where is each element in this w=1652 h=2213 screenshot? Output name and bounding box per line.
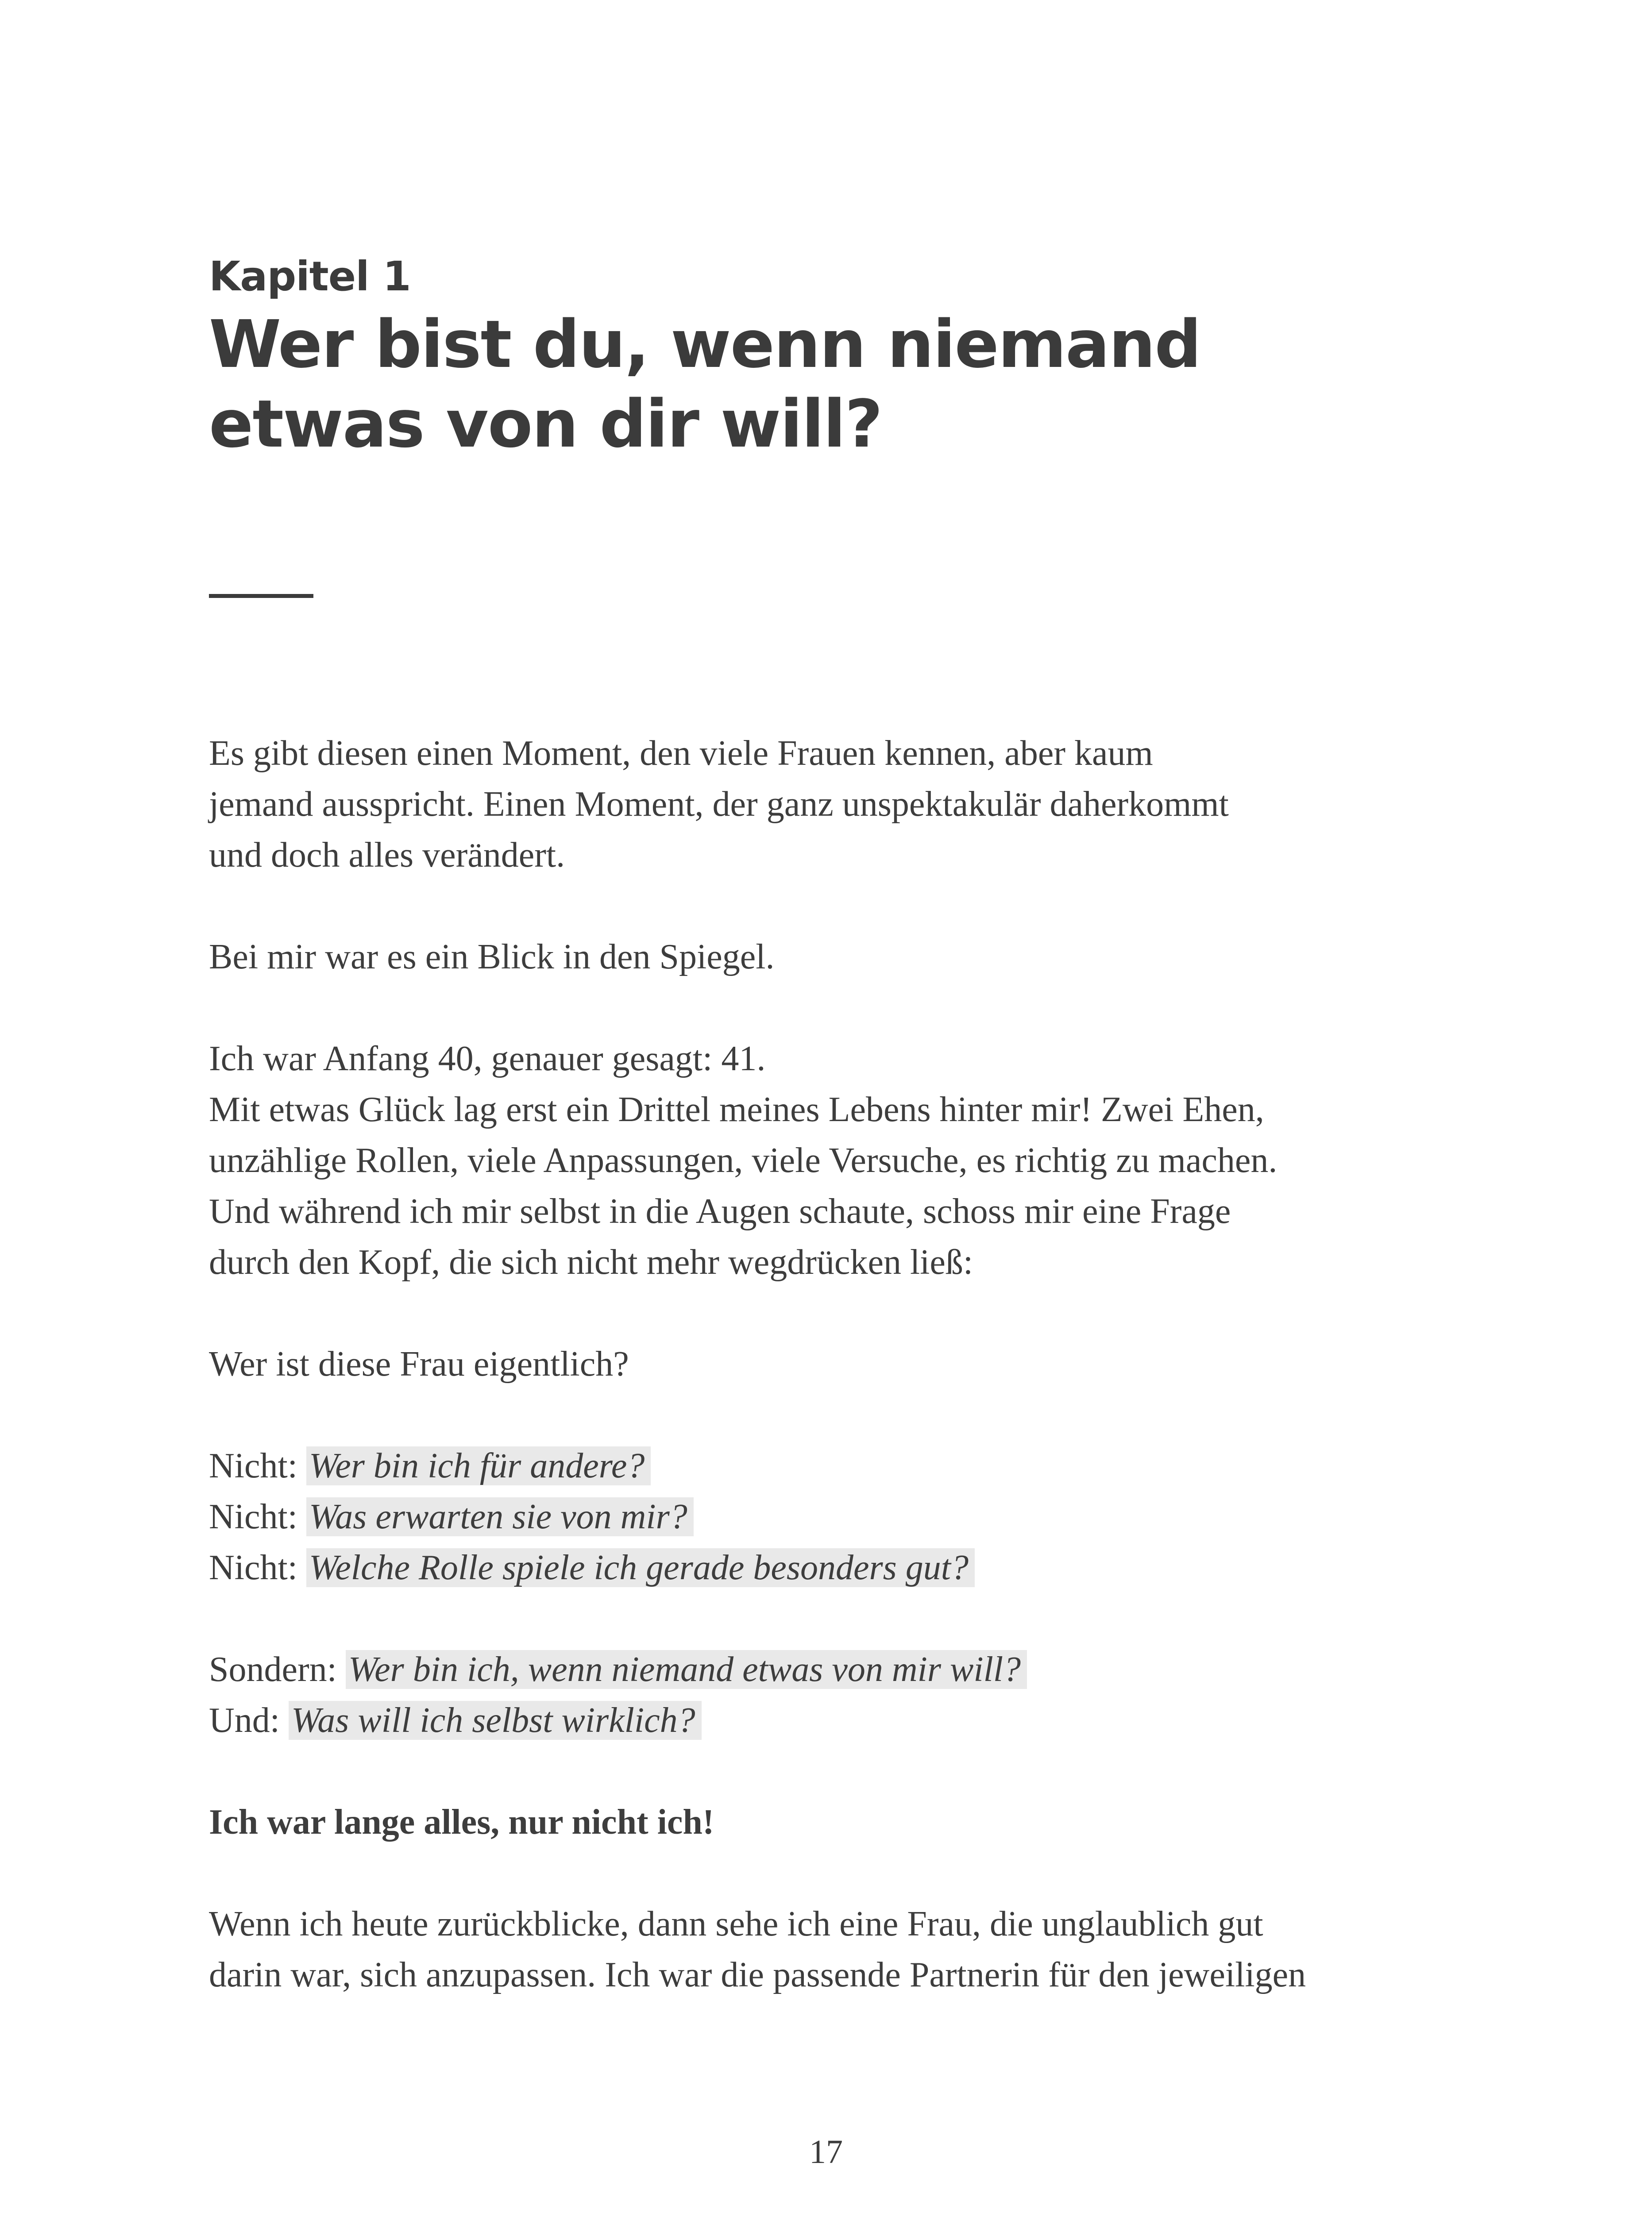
question-line [209,1542,1466,1593]
chapter-label: Kapitel 1 [209,253,411,300]
highlighted-question: Wer bin ich, wenn niemand etwas von mir will? [346,1650,1027,1689]
text-line: Mit etwas Glück lag erst ein Drittel meines Lebens hinter mir! Zwei Ehen, [209,1090,1264,1129]
highlighted-question: Was erwarten sie von mir? [306,1497,694,1536]
text-line: Bei mir war es ein Blick in den Spiegel. [209,937,775,976]
paragraph [209,1899,1466,2001]
paragraph [209,1033,1466,1288]
text-line: Es gibt diesen einen Moment, den viele Frauen kennen, aber kaum [209,734,1153,773]
question-list [209,1441,1466,1593]
highlighted-question: Was will ich selbst wirklich? [289,1701,702,1740]
question-line [209,1441,1466,1492]
chapter-title-line: Wer bist du, wenn niemand [209,306,1201,382]
body-text [209,728,1466,2051]
paragraph [209,932,1466,983]
text-line: jemand ausspricht. Einen Moment, der ganz unspektakulär daherkommt [209,785,1229,824]
chapter-title [209,305,1493,464]
chapter-title-line: etwas von dir will? [209,386,882,462]
chapter-heading [209,252,1493,464]
question-prefix: Und: [209,1701,289,1740]
text-line: durch den Kopf, die sich nicht mehr wegdrücken ließ: [209,1243,973,1282]
question-prefix: Nicht: [209,1446,306,1485]
question-prefix: Nicht: [209,1548,306,1587]
question-line [209,1695,1466,1746]
page-number: 17 [809,2133,843,2171]
question-list [209,1644,1466,1746]
heading-divider [209,594,313,598]
text-line: und doch alles verändert. [209,836,565,875]
highlighted-question: Wer bin ich für andere? [306,1446,651,1485]
text-line: darin war, sich anzupassen. Ich war die passende Partnerin für den jeweiligen [209,1955,1306,1994]
question-line [209,1492,1466,1542]
text-line: Und während ich mir selbst in die Augen schaute, schoss mir eine Frage [209,1192,1231,1231]
text-line: Ich war Anfang 40, genauer gesagt: 41. [209,1039,766,1078]
bold-statement [209,1797,1466,1848]
paragraph [209,1339,1466,1390]
question-line [209,1644,1466,1695]
text-line: Ich war lange alles, nur nicht ich! [209,1803,714,1842]
text-line: unzählige Rollen, viele Anpassungen, viele Versuche, es richtig zu machen. [209,1141,1278,1180]
question-prefix: Sondern: [209,1650,346,1689]
text-line: Wenn ich heute zurückblicke, dann sehe ich eine Frau, die unglaublich gut [209,1905,1263,1943]
paragraph [209,728,1466,881]
highlighted-question: Welche Rolle spiele ich gerade besonders gut? [306,1548,975,1587]
question-prefix: Nicht: [209,1497,306,1536]
text-line: Wer ist diese Frau eigentlich? [209,1345,629,1384]
